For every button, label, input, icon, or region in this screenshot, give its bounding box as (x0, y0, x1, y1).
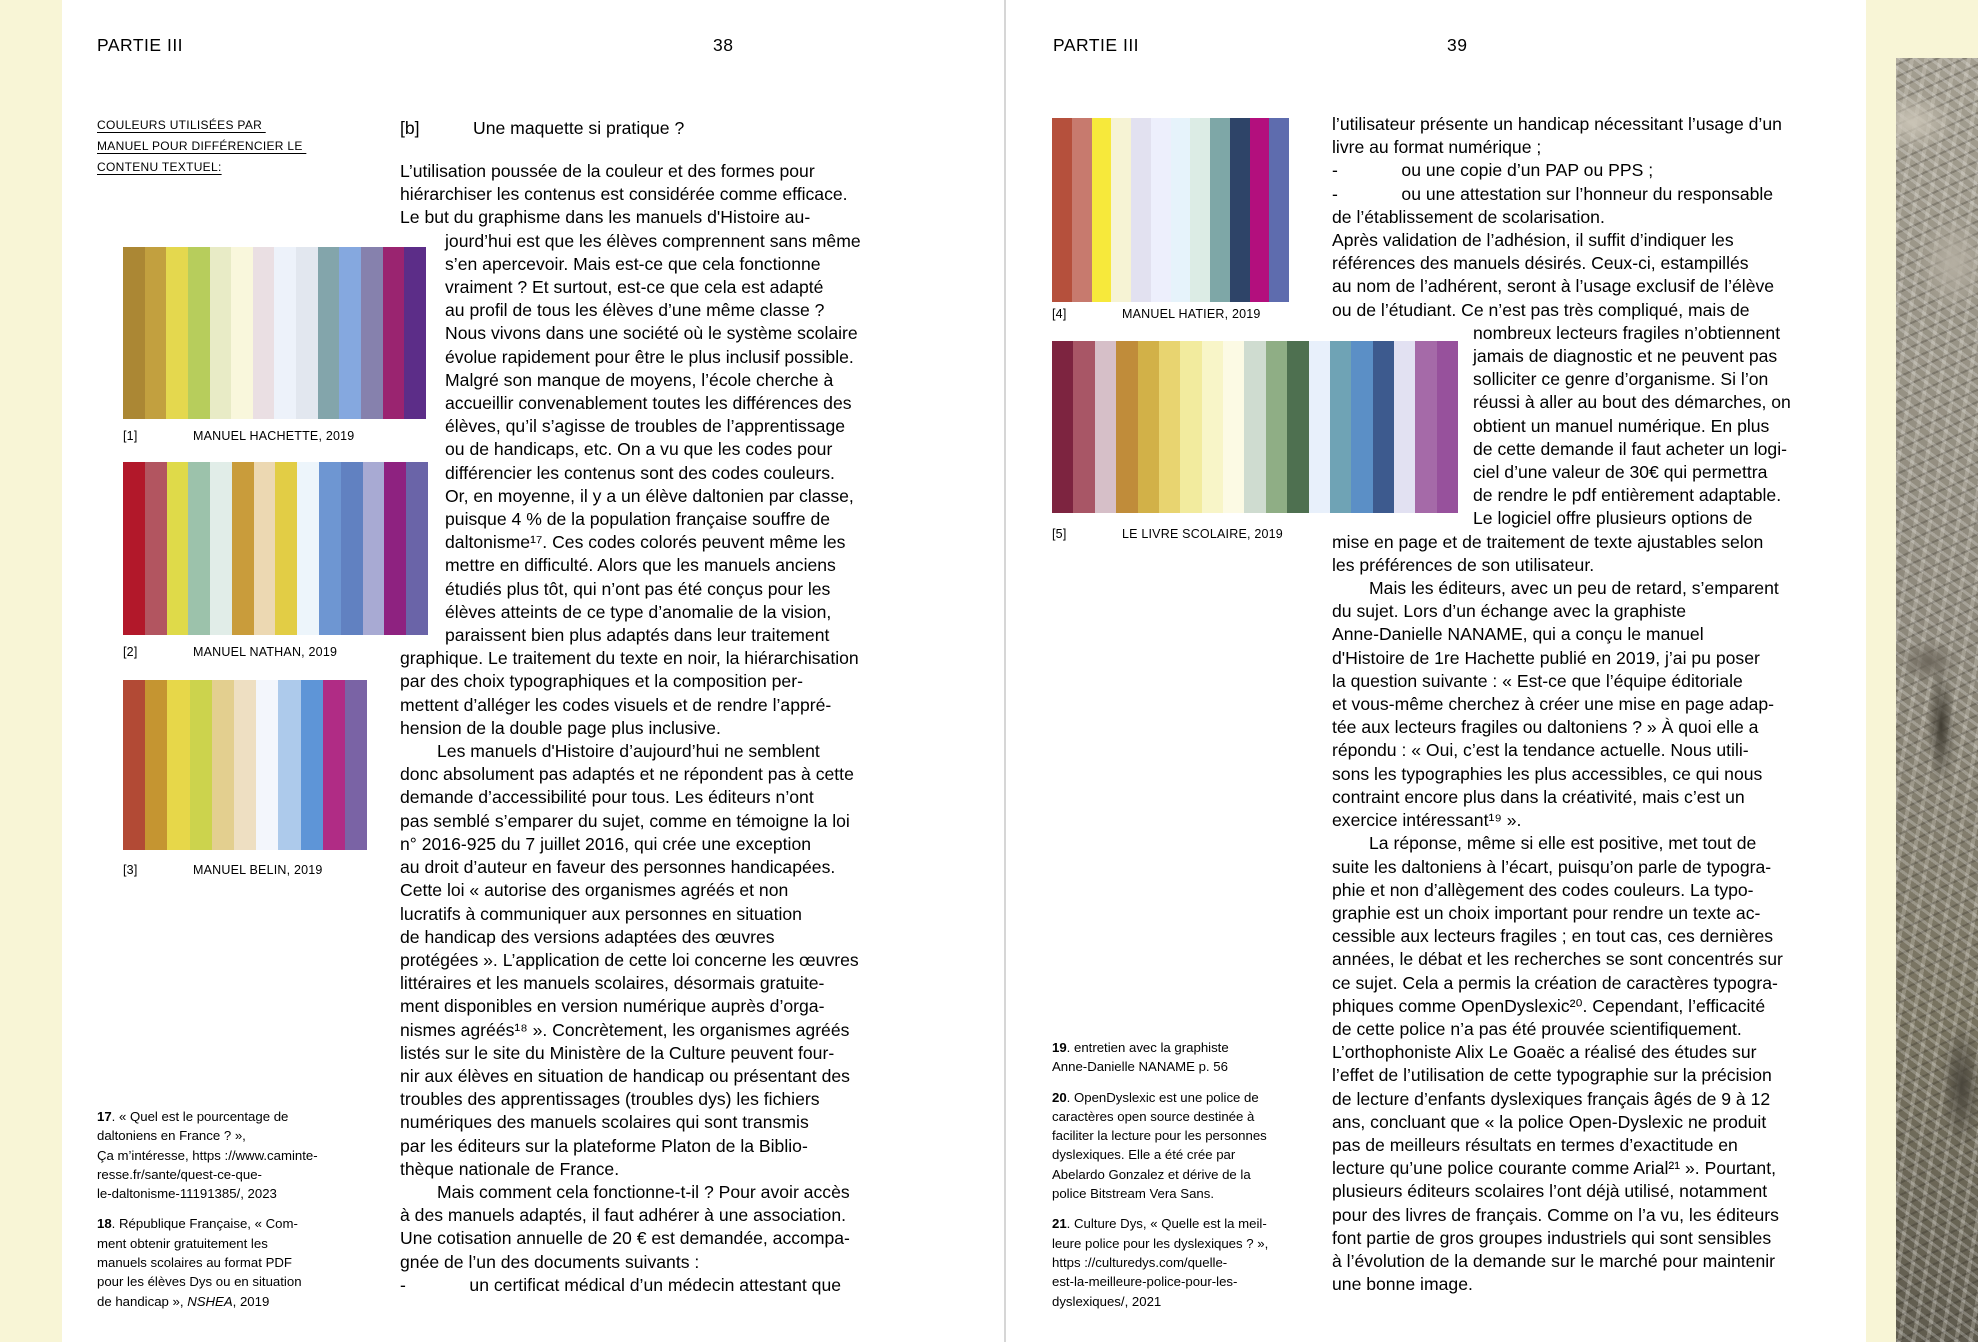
palette-swatch (232, 462, 254, 635)
palette-swatch (1138, 341, 1159, 513)
text-line: élèves atteints de ce type d’anomalie de la vision, (445, 601, 832, 622)
text-line: l’utilisateur présente un handicap nécessitant l’usage d’un (1332, 114, 1782, 134)
text-line: de lecture d’enfants dyslexiques français âgés de 9 à 12 (1332, 1088, 1771, 1109)
footnote (97, 1107, 353, 1203)
palette-swatch (297, 462, 319, 635)
footnote (1052, 1038, 1308, 1077)
text-line: hension de la double page plus inclusive. (400, 717, 721, 738)
body-text-left (400, 160, 945, 1297)
text-line: lecture qu’une police courante comme Arial²¹ ». Pourtant, (1332, 1158, 1776, 1179)
palette-swatch (190, 680, 212, 850)
text-segment: 19 (1052, 1040, 1067, 1055)
text-segment: 17 (97, 1109, 112, 1124)
footnotes-left (97, 1107, 353, 1322)
palette-swatch (1230, 118, 1250, 302)
palette-label: MANUEL BELIN, 2019 (193, 863, 323, 877)
text-line: accueillir convenablement toutes les différences des (445, 393, 852, 414)
palette-swatch (123, 680, 145, 850)
page-number-left: 38 (713, 35, 734, 55)
palette-swatch (278, 680, 300, 850)
text-line: au profil de tous les élèves d’une même classe ? (445, 300, 825, 321)
text-line: à des manuels adaptés, il faut adhérer à une association. (400, 1205, 846, 1226)
text-line: MANUEL POUR DIFFÉRENCIER LE (97, 139, 307, 153)
footnote-line (97, 1292, 353, 1311)
palette-label-row (1052, 307, 1261, 322)
footnote-line (1052, 1088, 1308, 1107)
text-line: jourd’hui est que les élèves comprennent sans même (445, 230, 861, 251)
palette-swatch (339, 247, 361, 419)
footnote-line (1052, 1038, 1308, 1057)
section-heading (400, 117, 684, 140)
footnote-line: Ça m’intéresse, https ://www.caminte- (97, 1147, 318, 1163)
text-line: - un certificat médical d’un médecin attestant que (400, 1274, 842, 1295)
text-line: Cette loi « autorise des organismes agréés et non (400, 880, 789, 901)
text-line: mettre en difficulté. Alors que les manuels anciens (445, 555, 836, 576)
footnote-line: faciliter la lecture pour les personnes (1052, 1128, 1267, 1144)
text-line: étudiés plus tôt, qui n’ont pas été conçus pour les (445, 578, 831, 599)
text-line: par des choix typographiques et la composition per- (400, 671, 803, 692)
palette-swatch (1171, 118, 1191, 302)
palette-swatch (361, 247, 383, 419)
palette-swatch (1052, 341, 1073, 513)
text-line: d'Histoire de 1re Hachette publié en 2019, j’ai pu poser (1332, 647, 1760, 668)
palette-ref: [2] (123, 645, 138, 659)
palette-label: MANUEL HATIER, 2019 (1122, 307, 1261, 321)
heading-ref: [b] (400, 118, 420, 138)
text-line: mettent d’alléger les codes visuels et de rendre l’appré- (400, 694, 832, 715)
color-palette-hatier (1052, 118, 1289, 302)
text-line: de l’établissement de scolarisation. (1332, 206, 1605, 227)
text-line: mise en page et de traitement de texte ajustables selon (1332, 531, 1764, 552)
palette-label: MANUEL NATHAN, 2019 (193, 645, 338, 659)
text-line: et vous-même cherchez à créer une mise en page adap- (1332, 694, 1775, 715)
text-line: pour des livres de français. Comme on l’a vu, les éditeurs (1332, 1204, 1779, 1225)
palette-swatch (188, 247, 210, 419)
text-line: daltonisme¹⁷. Ces codes colorés peuvent même les (445, 532, 846, 553)
text-line: n° 2016-925 du 7 juillet 2016, qui crée une exception (400, 833, 812, 854)
text-line: au droit d’auteur en faveur des personnes handicapées. (400, 857, 836, 878)
footnotes-right (1052, 1038, 1308, 1322)
text-line: L’orthophoniste Alix Le Goaëc a réalisé des études sur (1332, 1042, 1757, 1063)
text-line: de handicap des versions adaptées des œuvres (400, 926, 775, 947)
palette-swatch (167, 462, 189, 635)
text-line: COULEURS UTILISÉES PAR (97, 118, 266, 132)
text-line: Or, en moyenne, il y a un élève daltonien par classe, (445, 485, 854, 506)
text-segment: . « Quel est le pourcentage de (111, 1109, 289, 1124)
footnote-line: resse.fr/sante/quest-ce-que- (97, 1166, 262, 1182)
palette-swatch (253, 247, 275, 419)
palette-swatch (318, 247, 340, 419)
text-line: de cette demande il faut acheter un logi- (1473, 438, 1787, 459)
palette-label-row (123, 645, 337, 660)
palette-swatch (167, 680, 189, 850)
text-line: phiques comme OpenDyslexic²⁰. Cependant, l’efficacité (1332, 995, 1766, 1016)
text-line: réussi à aller au bout des démarches, on (1473, 392, 1791, 413)
palette-swatch (1223, 341, 1244, 513)
palette-swatch (275, 462, 297, 635)
footnote-line: Anne-Danielle NANAME p. 56 (1052, 1059, 1228, 1075)
text-segment: . OpenDyslexic est une police de (1066, 1089, 1259, 1105)
palette-swatch (188, 462, 210, 635)
text-line: tée aux lecteurs fragiles ou daltoniens ? » À quoi elle a (1332, 717, 1759, 738)
text-line: pas de meilleurs résultats en termes d’exactitude en (1332, 1134, 1738, 1155)
palette-label-row (123, 863, 323, 878)
palette-swatch (145, 680, 167, 850)
palette-swatch (123, 247, 145, 419)
palette-swatch (301, 680, 323, 850)
text-line: suite les daltoniens à l’écart, puisqu’on parle de typogra- (1332, 856, 1772, 877)
palette-swatch (319, 462, 341, 635)
text-line: plusieurs éditeurs scolaires l’ont déjà utilisé, notamment (1332, 1181, 1768, 1202)
text-line: hiérarchiser les contenus est considérée comme efficace. (400, 184, 848, 205)
text-line: ou de handicaps, etc. On a vu que les codes pour (445, 439, 833, 460)
text-line: paraissent bien plus adaptés dans leur traitement (445, 625, 830, 646)
footnote (1052, 1214, 1308, 1310)
palette-swatch (166, 247, 188, 419)
text-line: jamais de diagnostic et ne peuvent pas (1473, 346, 1778, 367)
section-header-right: PARTIE III (1053, 35, 1140, 55)
palette-swatch (210, 247, 232, 419)
text-line: Le but du graphisme dans les manuels d'Histoire au- (400, 207, 811, 228)
text-line: Une cotisation annuelle de 20 € est demandée, accompa- (400, 1228, 850, 1249)
palette-swatch (1131, 118, 1151, 302)
footnote-line: manuels scolaires au format PDF (97, 1255, 292, 1271)
palette-swatch (1266, 341, 1287, 513)
palette-ref: [4] (1052, 307, 1067, 321)
text-line: l’effet de l’utilisation de cette typographie sur la précision (1332, 1065, 1772, 1086)
palette-swatch (123, 462, 145, 635)
text-line: ou de l’étudiant. Ce n’est pas très compliqué, mais de (1332, 299, 1750, 320)
palette-ref: [1] (123, 429, 138, 443)
page-margin-strip-left (0, 0, 62, 1342)
text-line: de cette police n’a pas été prouvée scientifiquement. (1332, 1018, 1742, 1039)
color-palette-hachette (123, 247, 426, 419)
text-line: la question suivante : « Est-ce que l’équipe éditoriale (1332, 670, 1743, 691)
palette-swatch (1111, 118, 1131, 302)
palette-swatch (1151, 118, 1171, 302)
palette-swatch (1092, 118, 1112, 302)
text-line: sons les typographies les plus accessibles, ce qui nous (1332, 763, 1763, 784)
text-line: élèves, qu’il s’agisse de troubles de l’apprentissage (445, 416, 846, 437)
palette-swatch (1073, 341, 1094, 513)
palette-swatch (323, 680, 345, 850)
text-line: à l’évolution de la demande sur le marché pour maintenir (1332, 1250, 1776, 1271)
text-line: au nom de l’adhérent, seront à l’usage exclusif de l’élève (1332, 276, 1775, 297)
text-segment: NSHEA (187, 1293, 233, 1309)
text-line: nismes agréés¹⁸ ». Concrètement, les organismes agréés (400, 1019, 850, 1040)
archival-photo-edge (1896, 58, 1978, 1342)
footnote-line: pour les élèves Dys ou en situation (97, 1274, 302, 1290)
text-line: livre au format numérique ; (1332, 137, 1542, 158)
color-palette-belin (123, 680, 367, 850)
palette-swatch (1116, 341, 1137, 513)
footnote-line (1052, 1214, 1308, 1233)
text-line: L’utilisation poussée de la couleur et des formes pour (400, 161, 815, 181)
footnote (97, 1214, 353, 1310)
palette-swatch (1250, 118, 1270, 302)
text-line: listés sur le site du Ministère de la Culture peuvent four- (400, 1042, 835, 1063)
text-segment: 21 (1052, 1216, 1067, 1232)
text-line: Les manuels d'Histoire d’aujourd’hui ne semblent (437, 741, 820, 762)
text-line: gnée de l’un des documents suivants : (400, 1251, 700, 1272)
palette-swatch (1287, 341, 1308, 513)
text-line: graphie est un choix important pour rendre un texte ac- (1332, 902, 1761, 923)
text-line: évolue rapidement pour être le plus inclusif possible. (445, 346, 854, 367)
palette-label: LE LIVRE SCOLAIRE, 2019 (1122, 527, 1283, 541)
footnote-line: Abelardo Gonzalez et dérive de la (1052, 1166, 1251, 1182)
footnote-line: ment obtenir gratuitement les (97, 1235, 268, 1251)
text-line: puisque 4 % de la population française souffre de (445, 509, 831, 530)
footnote (1052, 1088, 1308, 1204)
text-segment: . République Française, « Com- (111, 1216, 298, 1232)
text-line: différencier les contenus sont des codes couleurs. (445, 462, 835, 483)
text-line: Nous vivons dans une société où le système scolaire (445, 323, 858, 344)
palette-label-row (1052, 527, 1283, 542)
text-line: Mais comment cela fonctionne-t-il ? Pour avoir accès (437, 1181, 850, 1202)
text-line: - ou une attestation sur l’honneur du responsable (1332, 183, 1774, 204)
text-line: références des manuels désirés. Ceux-ci, estampillés (1332, 253, 1749, 274)
palette-swatch (256, 680, 278, 850)
text-line: thèque nationale de France. (400, 1158, 620, 1179)
footnote-line: caractères open source destinée à (1052, 1108, 1255, 1124)
text-line: nombreux lecteurs fragiles n’obtiennent (1473, 322, 1781, 343)
text-line: Après validation de l’adhésion, il suffit d’indiquer les (1332, 230, 1734, 251)
footnote-line: le-daltonisme-11191385/, 2023 (97, 1186, 277, 1202)
text-line: nir aux élèves en situation de handicap ou présentant des (400, 1065, 850, 1086)
palette-swatch (1072, 118, 1092, 302)
palette-swatch (1095, 341, 1116, 513)
palette-swatch (274, 247, 296, 419)
footnote-line: https ://culturedys.com/quelle- (1052, 1254, 1228, 1270)
palette-swatch (1309, 341, 1330, 513)
text-line: - ou une copie d’un PAP ou PPS ; (1332, 160, 1654, 181)
palette-swatch (1190, 118, 1210, 302)
color-palette-nathan (123, 462, 428, 635)
text-segment: 18 (97, 1216, 112, 1232)
palette-label: MANUEL HACHETTE, 2019 (193, 429, 355, 443)
heading-title: Une maquette si pratique ? (473, 118, 685, 138)
palette-swatch (341, 462, 363, 635)
text-segment: . Culture Dys, « Quelle est la meil- (1066, 1216, 1267, 1232)
palette-swatch (1244, 341, 1265, 513)
text-segment: de handicap », (97, 1293, 188, 1309)
text-line: ce sujet. Cela a permis la création de caractères typogra- (1332, 972, 1778, 993)
palette-ref: [3] (123, 863, 138, 877)
palette-swatch (210, 462, 232, 635)
text-line: Le logiciel offre plusieurs options de (1473, 508, 1753, 529)
palette-swatch (1210, 118, 1230, 302)
text-line: ans, concluant que « la police Open-Dyslexic ne produit (1332, 1111, 1767, 1132)
footnote-line (97, 1214, 353, 1233)
text-line: cessible aux lecteurs fragiles ; en tout cas, ces dernières (1332, 926, 1774, 947)
palette-swatch (145, 247, 167, 419)
palette-swatch (254, 462, 276, 635)
text-line: solliciter ce genre d’organisme. Si l’on (1473, 369, 1769, 390)
footnote-line (97, 1107, 353, 1126)
palette-swatch (1202, 341, 1223, 513)
text-line: ment disponibles en version numérique auprès d’orga- (400, 996, 825, 1017)
footnote-line: daltoniens en France ? », (97, 1128, 246, 1144)
text-segment: , 2019 (232, 1293, 270, 1309)
text-line: graphique. Le traitement du texte en noir, la hiérarchisation (400, 648, 859, 669)
footnote-line: dyslexiques/, 2021 (1052, 1293, 1162, 1309)
text-line: de rendre le pdf entièrement adaptable. (1473, 485, 1782, 506)
palette-swatch (1269, 118, 1289, 302)
text-line: La réponse, même si elle est positive, met tout de (1369, 833, 1757, 854)
footnote-line: leure police pour les dyslexiques ? », (1052, 1235, 1269, 1251)
text-line: CONTENU TEXTUEL: (97, 160, 222, 174)
text-line: Mais les éditeurs, avec un peu de retard, s’emparent (1369, 578, 1779, 599)
text-line: les préférences de son utilisateur. (1332, 554, 1595, 575)
text-line: protégées ». L’application de cette loi concerne les œuvres (400, 949, 859, 970)
palette-swatch (1180, 341, 1201, 513)
palette-swatch (345, 680, 367, 850)
palette-swatch (1159, 341, 1180, 513)
text-line: par les éditeurs sur la plateforme Platon de la Biblio- (400, 1135, 808, 1156)
palette-ref: [5] (1052, 527, 1067, 541)
text-line: Anne-Danielle NANAME, qui a conçu le manuel (1332, 624, 1704, 645)
palette-swatch (212, 680, 234, 850)
text-line: répondu : « Oui, c’est la tendance actuelle. Nous utili- (1332, 740, 1749, 761)
palette-swatch (231, 247, 253, 419)
text-line: numériques des manuels scolaires qui sont transmis (400, 1112, 809, 1133)
palette-label-row (123, 429, 354, 444)
palette-swatch (296, 247, 318, 419)
palette-swatch (145, 462, 167, 635)
text-line: donc absolument pas adaptés et ne répondent pas à cette (400, 764, 854, 785)
text-line: troubles des apprentissages (troubles dys) les fichiers (400, 1089, 820, 1110)
text-line: phie et non d’allègement des codes couleurs. La typo- (1332, 879, 1754, 900)
text-line: ciel d’une valeur de 30€ qui permettra (1473, 462, 1768, 483)
text-segment: . entretien avec la graphiste (1066, 1040, 1229, 1055)
footnote-line: est-la-meilleure-police-pour-les- (1052, 1274, 1238, 1290)
palette-caption (97, 115, 306, 178)
page-gutter-line (1004, 0, 1006, 1342)
text-line: une bonne image. (1332, 1274, 1473, 1295)
palette-swatch (234, 680, 256, 850)
text-segment: 20 (1052, 1089, 1067, 1105)
palette-swatch (363, 462, 385, 635)
text-line: années, le débat et les recherches se sont concentrés sur (1332, 949, 1783, 970)
text-line: pas semblé s’emparer du sujet, comme en témoigne la loi (400, 810, 850, 831)
text-line: lucratifs à communiquer aux personnes en situation (400, 903, 802, 924)
text-line: Malgré son manque de moyens, l’école cherche à (445, 369, 834, 390)
body-text-right (1332, 113, 1877, 1296)
text-line: s’en apercevoir. Mais est-ce que cela fonctionne (445, 253, 821, 274)
text-line: du sujet. Lors d’un échange avec la graphiste (1332, 601, 1687, 622)
text-line: contraint encore plus dans la créativité, mais c’est un (1332, 786, 1745, 807)
text-line: littéraires et les manuels scolaires, désormais gratuite- (400, 973, 825, 994)
text-line: obtient un manuel numérique. En plus (1473, 415, 1770, 436)
palette-swatch (1052, 118, 1072, 302)
page-number-right: 39 (1447, 35, 1468, 55)
footnote-line: police Bitstream Vera Sans. (1052, 1186, 1214, 1202)
text-line: font partie de gros groupes industriels qui sont sensibles (1332, 1227, 1772, 1248)
footnote-line: dyslexiques. Elle a été crée par (1052, 1147, 1236, 1163)
text-line: demande d’accessibilité pour tous. Les éditeurs n’ont (400, 787, 814, 808)
text-line: exercice intéressant¹⁹ ». (1332, 810, 1522, 831)
text-line: vraiment ? Et surtout, est-ce que cela est adapté (445, 277, 824, 298)
section-header-left: PARTIE III (97, 35, 184, 55)
